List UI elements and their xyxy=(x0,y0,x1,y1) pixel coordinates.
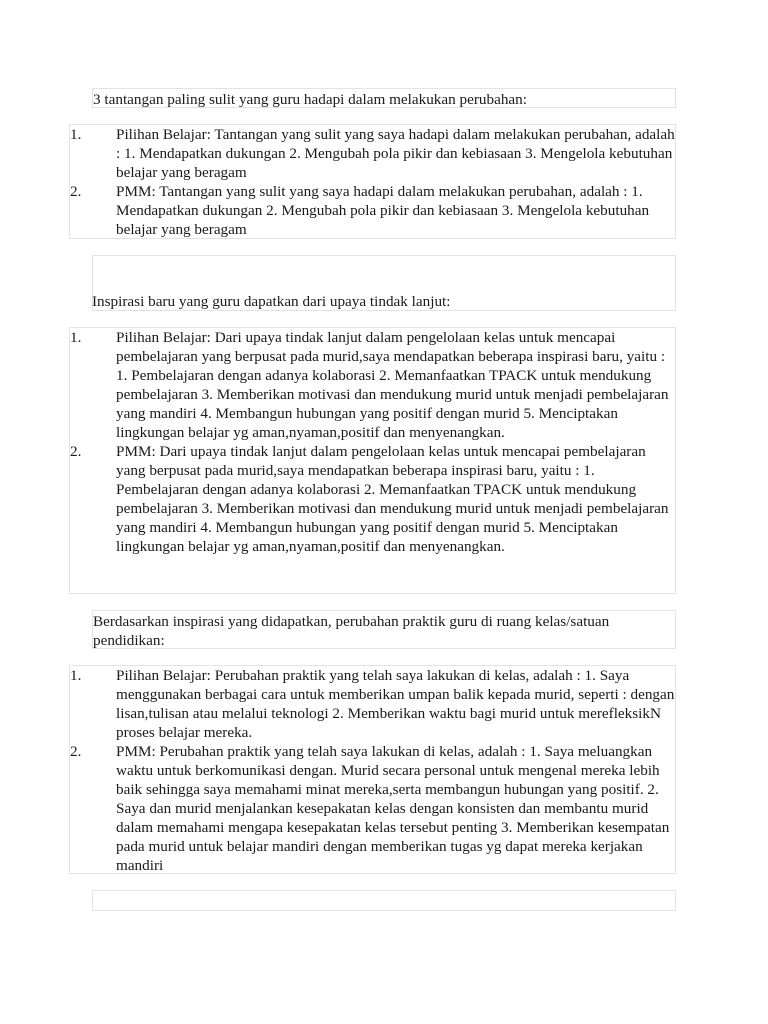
section-1-list xyxy=(70,125,677,239)
list-item: 2. PMM: Dari upaya tindak lanjut dalam pengelolaan kelas untuk mencapai pembelajaran yang berpusat pada murid,saya mendapatkan beberapa inspirasi baru, yaitu : 1. Pembelajaran dengan adanya kolaborasi 2. Memanfaatkan TPACK untuk mendukung pembelajaran 3. Memberikan motivasi dan mendukung murid untuk menjadi pembelajaran yang mandiri 4. Membangun hubungan yang positif dengan murid 5. Menciptakan lingkungan belajar yg aman,nyaman,positif dan menyenangkan. xyxy=(70,443,669,555)
section-2-heading: Inspirasi baru yang guru dapatkan dari upaya tindak lanjut: xyxy=(92,293,451,310)
empty-box-2 xyxy=(92,890,676,911)
list-item: 2. PMM: Perubahan praktik yang telah saya lakukan di kelas, adalah : 1. Saya meluangkan waktu untuk berkomunikasi dengan. Murid secara personal untuk mengenal mereka lebih baik sehingga saya memahami minat mereka,serta membangun hubungan yang positif. 2. Saya dan murid menjalankan kesepakatan kelas dengan konsisten dan membantu murid dalam memahami mengapa kesepakatan kelas tersebut penting 3. Memberikan kesempatan pada murid untuk belajar mandiri dengan memberikan tugas yg dapat mereka kerjakan mandiri xyxy=(70,743,670,874)
section-1-heading: 3 tantangan paling sulit yang guru hadapi dalam melakukan perubahan: xyxy=(93,91,527,108)
section-2-list-box xyxy=(69,327,676,594)
section-1-heading-box xyxy=(92,88,676,108)
list-item: 1. Pilihan Belajar: Tantangan yang sulit yang saya hadapi dalam melakukan perubahan, adalah : 1. Mendapatkan dukungan 2. Mengubah pola pikir dan kebiasaan 3. Mengelola kebutuhan belajar yang beragam xyxy=(70,126,675,181)
section-1-item-2: PMM: Tantangan yang sulit yang saya hadapi dalam melakukan perubahan, adalah : 1. Mendapatkan dukungan 2. Mengubah pola pikir dan kebiasaan 3. Mengelola kebutuhan belajar yang beragam xyxy=(116,183,650,238)
section-2-heading-box xyxy=(92,292,676,311)
section-1-item-1: Pilihan Belajar: Tantangan yang sulit yang saya hadapi dalam melakukan perubahan, adalah : 1. Mendapatkan dukungan 2. Mengubah pola pikir dan kebiasaan 3. Mengelola kebutuhan belajar yang beragam xyxy=(116,126,675,181)
section-2-item-1: Pilihan Belajar: Dari upaya tindak lanjut dalam pengelolaan kelas untuk mencapai pembelajaran yang berpusat pada murid,saya mendapatkan beberapa inspirasi baru, yaitu : 1. Pembelajaran dengan adanya kolaborasi 2. Memanfaatkan TPACK untuk mendukung pembelajaran 3. Memberikan motivasi dan mendukung murid untuk menjadi pembelajaran yang mandiri 4. Membangun hubungan yang positif dengan murid 5. Menciptakan lingkungan belajar yg aman,nyaman,positif dan menyenangkan. xyxy=(116,329,669,441)
section-3-item-2: PMM: Perubahan praktik yang telah saya lakukan di kelas, adalah : 1. Saya meluangkan waktu untuk berkomunikasi dengan. Murid secara personal untuk mengenal mereka lebih baik sehingga saya memahami minat mereka,serta membangun hubungan yang positif. 2. Saya dan murid menjalankan kesepakatan kelas dengan konsisten dan membantu murid dalam memahami mengapa kesepakatan kelas tersebut penting 3. Memberikan kesempatan pada murid untuk belajar mandiri dengan memberikan tugas yg dapat mereka kerjakan mandiri xyxy=(116,743,670,874)
section-3-list xyxy=(70,666,677,875)
section-2-list xyxy=(70,328,677,556)
list-item: 1. Pilihan Belajar: Dari upaya tindak lanjut dalam pengelolaan kelas untuk mencapai pembelajaran yang berpusat pada murid,saya mendapatkan beberapa inspirasi baru, yaitu : 1. Pembelajaran dengan adanya kolaborasi 2. Memanfaatkan TPACK untuk mendukung pembelajaran 3. Memberikan motivasi dan mendukung murid untuk menjadi pembelajaran yang mandiri 4. Membangun hubungan yang positif dengan murid 5. Menciptakan lingkungan belajar yg aman,nyaman,positif dan menyenangkan. xyxy=(70,329,669,441)
section-1-list-box xyxy=(69,124,676,239)
section-3-list-box xyxy=(69,665,676,874)
section-3-heading: Berdasarkan inspirasi yang didapatkan, perubahan praktik guru di ruang kelas/satuan pendidikan: xyxy=(93,613,610,649)
list-item: 2. PMM: Tantangan yang sulit yang saya hadapi dalam melakukan perubahan, adalah : 1. Mendapatkan dukungan 2. Mengubah pola pikir dan kebiasaan 3. Mengelola kebutuhan belajar yang beragam xyxy=(70,183,650,238)
section-2-item-2: PMM: Dari upaya tindak lanjut dalam pengelolaan kelas untuk mencapai pembelajaran yang berpusat pada murid,saya mendapatkan beberapa inspirasi baru, yaitu : 1. Pembelajaran dengan adanya kolaborasi 2. Memanfaatkan TPACK untuk mendukung pembelajaran 3. Memberikan motivasi dan mendukung murid untuk menjadi pembelajaran yang mandiri 4. Membangun hubungan yang positif dengan murid 5. Menciptakan lingkungan belajar yg aman,nyaman,positif dan menyenangkan. xyxy=(116,443,669,555)
section-3-item-1: Pilihan Belajar: Perubahan praktik yang telah saya lakukan di kelas, adalah : 1. Saya menggunakan berbagai cara untuk memberikan umpan balik kepada murid, seperti : dengan lisan,tulisan atau melalui teknologi 2. Memberikan waktu bagi murid untuk merefleksikN proses belajar mereka. xyxy=(116,667,675,741)
section-3-heading-box xyxy=(92,610,676,649)
list-item: 1. Pilihan Belajar: Perubahan praktik yang telah saya lakukan di kelas, adalah : 1. Saya menggunakan berbagai cara untuk memberikan umpan balik kepada murid, seperti : dengan lisan,tulisan atau melalui teknologi 2. Memberikan waktu bagi murid untuk merefleksikN proses belajar mereka. xyxy=(70,667,675,741)
